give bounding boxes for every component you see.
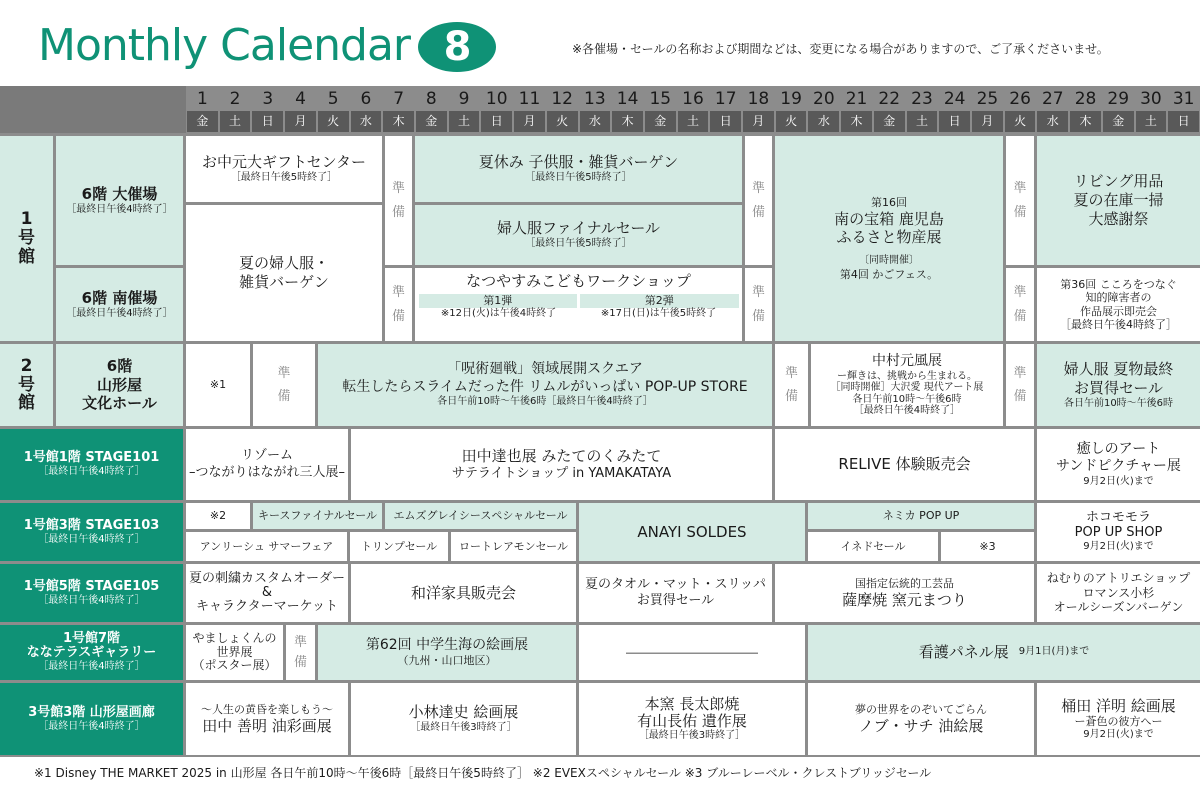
event-title: 桶田 洋明 絵画展 bbox=[1061, 696, 1176, 715]
row-label-nanairo bbox=[0, 625, 183, 680]
weekday-label: 水 bbox=[351, 111, 382, 132]
event-title2: 転生したらスライムだった件 リムルがいっぱい POP-UP STORE bbox=[342, 378, 748, 395]
workshop-note1: ※12日(火)は午後4時終了 bbox=[440, 307, 557, 319]
event-fujin-summer[interactable] bbox=[1037, 344, 1200, 426]
workshop-part2: 第2弾 bbox=[580, 294, 739, 308]
workshop-parts bbox=[419, 294, 739, 308]
weekday-label: 月 bbox=[514, 111, 545, 132]
row-label-stage105 bbox=[0, 564, 183, 622]
prep-cell: 準 備 bbox=[775, 344, 808, 426]
weekday-label: 土 bbox=[1136, 111, 1167, 132]
weekday-label: 日 bbox=[252, 111, 283, 132]
event-mark3[interactable]: ※3 bbox=[941, 532, 1034, 561]
weekday-label: 火 bbox=[1005, 111, 1036, 132]
weekday-label: 月 bbox=[743, 111, 774, 132]
day-number: 25 bbox=[976, 89, 999, 109]
event-towel[interactable]: 夏のタオル・マット・スリッパ お買得セール bbox=[579, 564, 772, 622]
event-shishu[interactable]: 夏の刺繍カスタムオーダー & キャラクターマーケット bbox=[186, 564, 348, 622]
row-label-stage101 bbox=[0, 429, 183, 500]
event-text: ー輝きは、挑戦から生まれる。 ［同時開催］大沢愛 現代アート展 各日午前10時～午後6時 ［最終日午後4時終了］ bbox=[830, 370, 984, 417]
event-title: ノブ・サチ 油絵展 bbox=[858, 716, 984, 735]
day-number: 19 bbox=[780, 89, 802, 109]
row-sub: ［最終日午後4時終了］ bbox=[66, 203, 173, 215]
title-text: Monthly Calendar bbox=[38, 20, 411, 71]
day-number: 15 bbox=[649, 89, 672, 109]
workshop-notes bbox=[419, 308, 739, 321]
event-title: 婦人服ファイナルセール bbox=[496, 219, 661, 238]
weekday-label: 木 bbox=[612, 111, 643, 132]
weekday-label: 土 bbox=[449, 111, 480, 132]
weekday-label: 水 bbox=[580, 111, 611, 132]
event-sub: ［最終日午後5時終了］ bbox=[230, 172, 338, 184]
day-number: 21 bbox=[845, 89, 868, 109]
month-badge: 8 bbox=[418, 22, 496, 72]
day-number: 31 bbox=[1172, 89, 1195, 109]
day-number: 7 bbox=[393, 89, 405, 109]
event-nobu[interactable] bbox=[808, 683, 1034, 755]
event-sub: 9月2日(火)まで bbox=[1083, 475, 1154, 487]
event-workshop[interactable] bbox=[415, 268, 742, 341]
event-title: お中元大ギフトセンター bbox=[202, 153, 366, 172]
day-number: 12 bbox=[551, 89, 573, 109]
page-title bbox=[38, 22, 496, 72]
event-kango[interactable] bbox=[808, 625, 1200, 680]
day-number: 10 bbox=[485, 89, 508, 109]
notice-text: ※各催場・セールの名称および期間などは、変更になる場合がありますので、ご了承くださいませ。 bbox=[572, 42, 1109, 56]
day-number: 2 bbox=[229, 89, 241, 109]
day-number: 11 bbox=[518, 89, 541, 109]
event-honkama[interactable] bbox=[579, 683, 805, 755]
day-number: 1 bbox=[196, 89, 208, 109]
day-number: 18 bbox=[747, 89, 770, 109]
event-satsuma[interactable] bbox=[775, 564, 1034, 622]
day-number: 30 bbox=[1140, 89, 1162, 109]
prep-cell: 準 備 bbox=[1006, 136, 1034, 265]
event-title: 田中達也展 みたてのくみたて bbox=[461, 447, 662, 465]
weekday-label: 月 bbox=[285, 111, 316, 132]
weekday-label: 日 bbox=[481, 111, 512, 132]
event-same: 〔同時開催〕 bbox=[859, 255, 919, 266]
event-tanaka-yoshiaki[interactable] bbox=[186, 683, 348, 755]
day-number: 29 bbox=[1107, 89, 1130, 109]
day-number: 28 bbox=[1074, 89, 1097, 109]
weekday-label: 土 bbox=[220, 111, 251, 132]
prep-cell: 準 備 bbox=[1006, 344, 1034, 426]
event-keys[interactable]: キースファイナルセール bbox=[253, 503, 382, 529]
weekday-label: 水 bbox=[1037, 111, 1068, 132]
day-number: 13 bbox=[584, 89, 606, 109]
weekday-label: 土 bbox=[678, 111, 709, 132]
weekday-label: 金 bbox=[187, 111, 218, 132]
weekday-label: 金 bbox=[874, 111, 905, 132]
event-title: 薩摩焼 窯元まつり bbox=[842, 590, 967, 609]
weekday-label: 金 bbox=[645, 111, 676, 132]
event-sub: （九州・山口地区） bbox=[397, 654, 497, 668]
event-ems[interactable]: エムズグレイシースペシャルセール bbox=[385, 503, 576, 529]
event-pre: ー蒼色の彼方へー bbox=[1074, 715, 1163, 729]
day-number: 16 bbox=[682, 89, 704, 109]
day-number: 6 bbox=[360, 89, 372, 109]
event-hokomo[interactable] bbox=[1037, 503, 1200, 561]
weekday-label: 金 bbox=[416, 111, 447, 132]
weekday-label: 木 bbox=[383, 111, 414, 132]
weekday-label: 日 bbox=[1168, 111, 1199, 132]
event-pre: ～人生の黄昏を楽しもう～ bbox=[201, 702, 333, 716]
event-sub: 9月1日(月)まで bbox=[1018, 646, 1090, 658]
event-ochugen[interactable] bbox=[186, 136, 382, 202]
event-nakamura[interactable] bbox=[811, 344, 1003, 426]
event-sub: ［最終日午後5時終了］ bbox=[525, 238, 632, 250]
day-number: 9 bbox=[458, 89, 470, 109]
prep-cell: 準 備 bbox=[253, 344, 315, 426]
weekday-label: 火 bbox=[776, 111, 807, 132]
day-number: 3 bbox=[262, 89, 274, 109]
event-pre: 第16回 bbox=[871, 195, 907, 209]
event-sub: 9月2日(火)まで bbox=[1083, 540, 1154, 552]
prep-cell: 準 備 bbox=[745, 268, 772, 341]
workshop-note2: ※17日(日)は午後5時終了 bbox=[600, 307, 717, 319]
event-inedo[interactable]: イネドセール bbox=[808, 532, 938, 561]
row-sub: ［最終日午後4時終了］ bbox=[66, 307, 173, 319]
event-sub: ［最終日午後3時終了］ bbox=[638, 730, 746, 741]
event-title: 本窯 長太郎焼 有山長佑 遺作展 bbox=[637, 694, 747, 730]
row-label-6f-south bbox=[56, 268, 183, 341]
prep-cell: 準 備 bbox=[385, 136, 412, 265]
event-umi[interactable] bbox=[318, 625, 576, 680]
row-label-bldg2: 2 号 館 bbox=[0, 344, 53, 426]
event-wayou[interactable]: 和洋家具販売会 bbox=[351, 564, 576, 622]
day-number: 5 bbox=[327, 89, 339, 109]
event-pre: 夢の世界をのぞいてごらん bbox=[855, 702, 987, 716]
day-number: 26 bbox=[1009, 89, 1031, 109]
weekday-label: 月 bbox=[972, 111, 1003, 132]
event-title: 「呪術廻戦」領域展開スクエア bbox=[447, 361, 643, 378]
row-name: 6階 南催場 bbox=[81, 288, 158, 307]
event-nemuri[interactable]: ねむりのアトリエショップ ロマンス小杉 オールシーズンバーゲン bbox=[1037, 564, 1200, 622]
row-name: 1号館5階 STAGE105 bbox=[23, 578, 160, 594]
row-sub: ［最終日午後4時終了］ bbox=[38, 594, 145, 606]
day-number: 14 bbox=[616, 89, 639, 109]
row-label-yamagataya: 6階 山形屋 文化ホール bbox=[56, 344, 183, 426]
event-okeda[interactable] bbox=[1037, 683, 1200, 755]
event-fujin-final[interactable] bbox=[415, 205, 742, 265]
event-living[interactable]: リビング用品 夏の在庫一掃 大感謝祭 bbox=[1037, 136, 1200, 265]
weekday-label: 火 bbox=[318, 111, 349, 132]
row-sub: ［最終日午後4時終了］ bbox=[38, 720, 145, 732]
row-sub: ［最終日午後4時終了］ bbox=[38, 533, 145, 545]
day-number: 4 bbox=[295, 89, 306, 109]
day-number: 22 bbox=[878, 89, 901, 109]
event-jujutsu[interactable] bbox=[318, 344, 772, 426]
event-sub: ［最終日午後5時終了］ bbox=[525, 172, 632, 184]
row-label-stage103 bbox=[0, 503, 183, 561]
event-mark2[interactable]: ※2 bbox=[186, 503, 250, 529]
event-pre: 国指定伝統的工芸品 bbox=[855, 576, 954, 590]
row-label-6f-main bbox=[56, 136, 183, 265]
event-dash[interactable]: ―――――――――――― bbox=[579, 625, 805, 680]
row-label-bldg1: 1 号 館 bbox=[0, 136, 53, 341]
day-number: 24 bbox=[943, 89, 966, 109]
event-annrisch[interactable]: アンリーシュ サマーフェア bbox=[186, 532, 347, 561]
event-sub: 各日午前10時～午後6時 bbox=[1063, 397, 1174, 409]
event-title: 中村元風展 bbox=[872, 353, 942, 370]
weekday-label: 木 bbox=[841, 111, 872, 132]
row-name: 1号館1階 STAGE101 bbox=[23, 450, 160, 466]
prep-cell: 準 備 bbox=[385, 268, 412, 341]
row-sub: ［最終日午後4時終了］ bbox=[38, 660, 145, 672]
event-tanaka[interactable] bbox=[351, 429, 772, 500]
prep-cell: 準 備 bbox=[286, 625, 315, 680]
weekday-label: 木 bbox=[1070, 111, 1101, 132]
event-sub: 各日午前10時～午後6時［最終日午後4時終了］ bbox=[437, 396, 653, 408]
weekday-label: 金 bbox=[1103, 111, 1134, 132]
workshop-part1: 第1弾 bbox=[419, 294, 578, 308]
event-title: 癒しのアート サンドピクチャー展 bbox=[1056, 440, 1181, 475]
event-nemika[interactable]: ネミカ POP UP bbox=[808, 503, 1034, 529]
event-sub: 9月2日(火)まで bbox=[1083, 729, 1154, 740]
event-rotor[interactable]: ロートレアモンセール bbox=[451, 532, 576, 561]
event-title: 南の宝箱 鹿児島 ふるさと物産展 bbox=[834, 209, 944, 247]
event-sub: 第4回 かごフェス。 bbox=[839, 267, 939, 281]
weekday-label: 水 bbox=[808, 111, 839, 132]
row-name: 6階 大催場 bbox=[81, 184, 158, 203]
event-title: 第62回 中学生海の絵画展 bbox=[365, 636, 529, 653]
weekday-label: 日 bbox=[710, 111, 741, 132]
event-kagoshima[interactable] bbox=[775, 136, 1003, 341]
weekday-label: 日 bbox=[939, 111, 970, 132]
event-kokoro[interactable]: 第36回 こころをつなぐ 知的障害者の 作品展示即売会 ［最終日午後4時終了］ bbox=[1037, 268, 1200, 341]
event-risum[interactable]: リゾーム –つながりはながれ三人展– bbox=[186, 429, 348, 500]
event-title: ホコモモラ POP UP SHOP bbox=[1074, 509, 1163, 540]
event-kobayashi[interactable] bbox=[351, 683, 576, 755]
weekday-label: 火 bbox=[547, 111, 578, 132]
event-title: 婦人服 夏物最終 お買得セール bbox=[1063, 360, 1174, 397]
event-title: 看護パネル展 bbox=[918, 643, 1009, 662]
event-trimp[interactable]: トリンプセール bbox=[350, 532, 448, 561]
prep-cell: 準 備 bbox=[745, 136, 772, 265]
event-sand[interactable] bbox=[1037, 429, 1200, 500]
day-number: 20 bbox=[813, 89, 835, 109]
weekday-label: 土 bbox=[907, 111, 938, 132]
prep-cell: 準 備 bbox=[1006, 268, 1034, 341]
row-label-gallery bbox=[0, 683, 183, 755]
event-sub: サテライトショップ in YAMAKATAYA bbox=[451, 465, 672, 481]
row-name: 1号館7階 ななテラスギャラリー bbox=[26, 630, 157, 661]
event-natsu-fujin[interactable]: 夏の婦人服・ 雑貨バーゲン bbox=[186, 205, 382, 341]
event-anayi[interactable]: ANAYI SOLDES bbox=[579, 503, 805, 561]
event-kodomo[interactable] bbox=[415, 136, 742, 202]
event-title: なつやすみこどもワークショップ bbox=[466, 272, 691, 290]
row-name: 1号館3階 STAGE103 bbox=[23, 517, 160, 533]
footer-notes: ※1 Disney THE MARKET 2025 in 山形屋 各日午前10時～午後6時［最終日午後5時終了］ ※2 EVEXスペシャルセール ※3 ブルーレーベル・クレストブリッジセール bbox=[34, 766, 932, 780]
event-relive[interactable]: RELIVE 体験販売会 bbox=[775, 429, 1034, 500]
day-number: 17 bbox=[714, 89, 737, 109]
row-name: 3号館3階 山形屋画廊 bbox=[28, 704, 155, 720]
event-sub: ［最終日午後3時終了］ bbox=[410, 722, 517, 734]
header-label-cell bbox=[0, 86, 186, 133]
day-number: 23 bbox=[911, 89, 933, 109]
day-number: 27 bbox=[1041, 89, 1064, 109]
event-title: 田中 善明 油彩画展 bbox=[202, 716, 332, 735]
day-number: 8 bbox=[425, 89, 437, 109]
event-title: 小林達史 絵画展 bbox=[408, 703, 519, 722]
row-sub: ［最終日午後4時終了］ bbox=[38, 466, 145, 478]
event-mark1[interactable]: ※1 bbox=[186, 344, 250, 426]
event-title: 夏休み 子供服・雑貨バーゲン bbox=[478, 153, 679, 172]
event-yamashoku[interactable]: やましょくんの 世界展 （ポスター展） bbox=[186, 625, 283, 680]
